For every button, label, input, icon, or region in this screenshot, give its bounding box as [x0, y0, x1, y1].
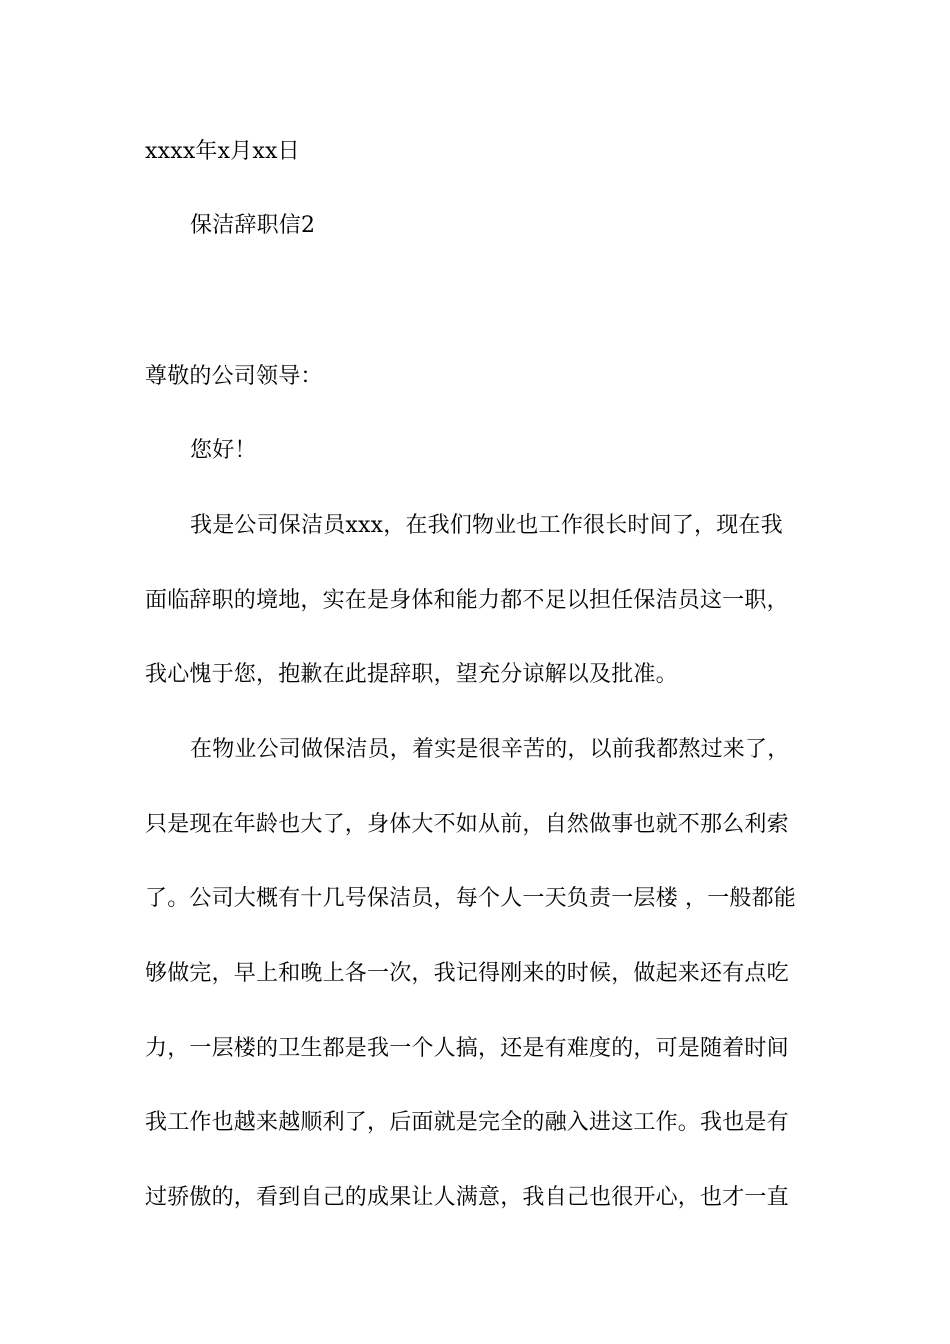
paragraph-2-line: 过骄傲的，看到自己的成果让人满意，我自己也很开心，也才一直 — [145, 1185, 789, 1210]
letter-salutation: 尊敬的公司领导： — [145, 364, 323, 389]
paragraph-2-line: 我工作也越来越顺利了，后面就是完全的融入进这工作。我也是有 — [145, 1110, 789, 1135]
paragraph-1-line: 我是公司保洁员xxx，在我们物业也工作很长时间了，现在我 — [190, 513, 783, 538]
paragraph-1-line: 面临辞职的境地，实在是身体和能力都不足以担任保洁员这一职， — [145, 588, 789, 613]
paragraph-2-line: 了。公司大概有十几号保洁员，每个人一天负责一层楼 ，一般都能 — [145, 886, 796, 911]
paragraph-2-line: 只是现在年龄也大了，身体大不如从前，自然做事也就不那么利索 — [145, 812, 789, 837]
paragraph-2-line: 在物业公司做保洁员，着实是很辛苦的，以前我都熬过来了， — [190, 737, 790, 762]
paragraph-2-line: 力，一层楼的卫生都是我一个人搞，还是有难度的，可是随着时间 — [145, 1036, 789, 1061]
letter-greeting: 您好！ — [190, 438, 257, 463]
letter-date: xxxx年x月xx日 — [145, 139, 300, 164]
letter-title: 保洁辞职信2 — [190, 213, 316, 238]
paragraph-2-line: 够做完，早上和晚上各一次，我记得刚来的时候，做起来还有点吃 — [145, 961, 789, 986]
paragraph-1-line: 我心愧于您，抱歉在此提辞职，望充分谅解以及批准。 — [145, 662, 678, 687]
